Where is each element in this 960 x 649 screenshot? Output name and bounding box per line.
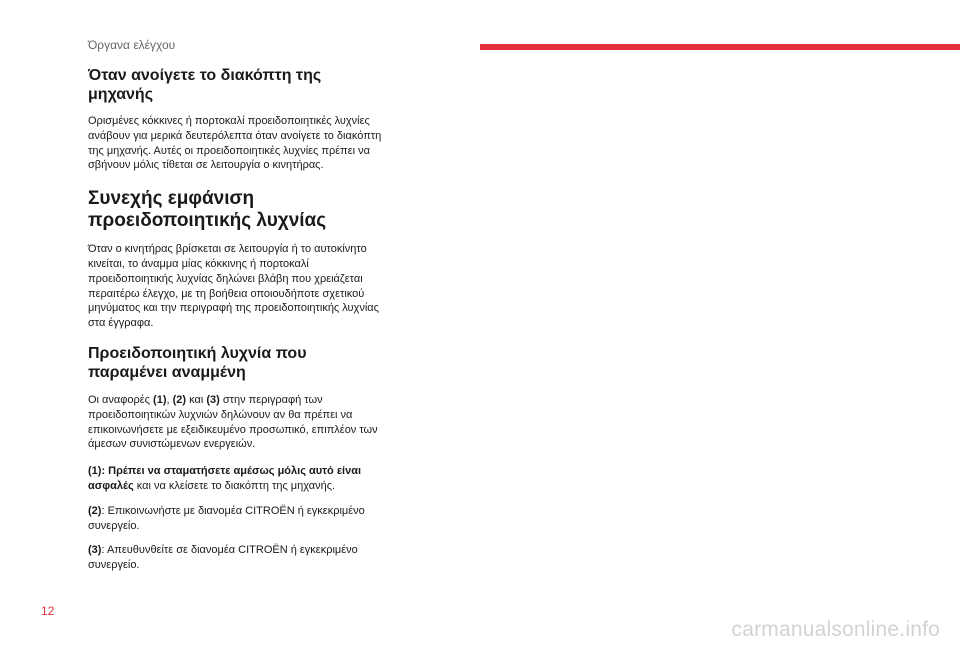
paragraph-ignition-on: Ορισμένες κόκκινες ή πορτοκαλί προειδοποιητικές λυχνίες ανάβουν για μερικά δευτερόλεπτα όταν ανοίγετε το διακόπτη της μηχανής. Αυτές οι προειδοποιητικές λυχνίες πρέπει να σβήνουν μόλις τίθεται σε λειτουργία ο κινητήρας. xyxy=(88,115,382,172)
heading-continuous-warning: Συνεχής εμφάνιση προειδοποιητικής λυχνίας xyxy=(88,188,327,232)
section-label: Όργανα ελέγχου xyxy=(88,38,176,52)
note-2: (2): Επικοινωνήστε με διανομέα CITROËN ή εγκεκριμένο συνεργείο. xyxy=(88,504,365,532)
note-3: (3): Απευθυνθείτε σε διανομέα CITROËN ή εγκεκριμένο συνεργείο. xyxy=(88,544,358,572)
paragraph-continuous-warning: Όταν ο κινητήρας βρίσκεται σε λειτουργία ή το αυτοκίνητο κινείται, το άναμμα μίας κόκκινης ή πορτοκαλί προειδοποιητικής λυχνίας δηλώνει βλάβη που χρειάζεται περαιτέρω έλεγχο, με τη βοήθεια οποιουδήποτε σχετικού μηνύματος και την περιγραφή της προειδοποιητικής λυχνίας στα έγγραφα. xyxy=(88,243,379,330)
heading-ignition-on: Όταν ανοίγετε το διακόπτη της μηχανής xyxy=(88,67,322,103)
watermark-text: carmanualsonline.info xyxy=(731,618,940,641)
heading-lamp-remains-on: Προειδοποιητική λυχνία που παραμένει αναμμένη xyxy=(88,344,307,381)
header-accent-bar xyxy=(480,44,960,50)
page-number: 12 xyxy=(41,604,55,618)
note-1: (1): Πρέπει να σταματήσετε αμέσως μόλις αυτό είναι ασφαλές και να κλείσετε το διακόπτη της μηχανής. xyxy=(88,465,362,492)
paragraph-references: Οι αναφορές (1), (2) και (3) στην περιγραφή των προειδοποιητικών λυχνιών δηλώνουν αν θα πρέπει να επικοινωνήσετε με εξειδικευμένο προσωπικό, επιπλέον των άμεσων συνιστώμενων ενεργειών. xyxy=(88,393,378,451)
main-column xyxy=(88,66,388,573)
